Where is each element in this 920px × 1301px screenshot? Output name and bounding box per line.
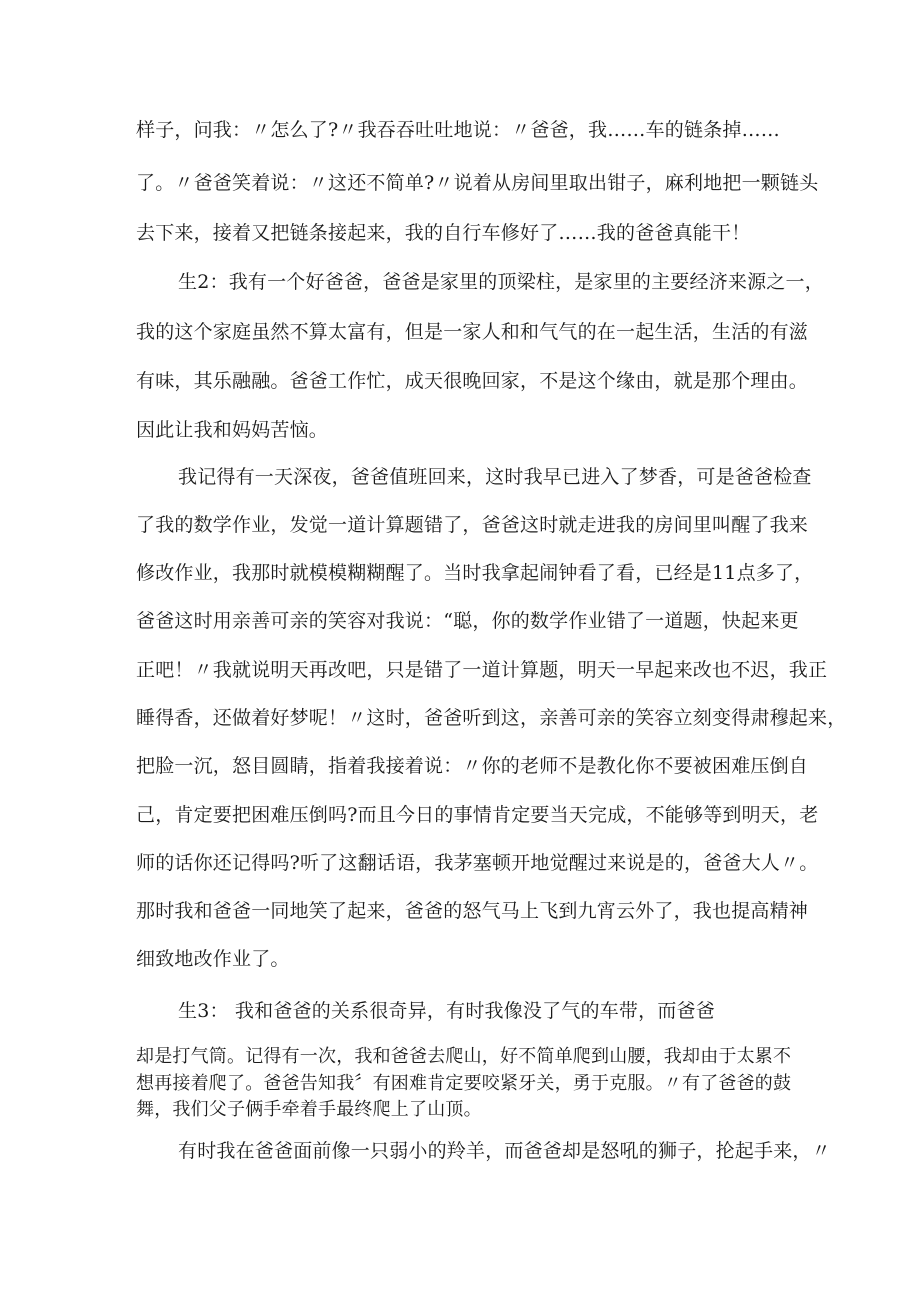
text-line: 了我的数学作业，发觉一道计算题错了，爸爸这时就走进我的房间里叫醒了我来 — [136, 514, 809, 536]
paragraph-start-line: 生3： 我和爸爸的关系很奇异，有时我像没了气的车带，而爸爸 — [178, 1000, 715, 1022]
paragraph-start-line: 我记得有一天深夜，爸爸值班回来，这时我早已进入了梦香，可是爸爸检查 — [178, 466, 812, 488]
text-line: 睡得香，还做着好梦呢！〃这时，爸爸听到这，亲善可亲的笑容立刻变得肃穆起来， — [136, 707, 847, 729]
text-line: 了。〃爸爸笑着说：〃这还不简单?〃说着从房间里取出钳子，麻利地把一颗链头 — [136, 172, 819, 194]
text-line: 想再接着爬了。爸爸告知我〞有困难肯定要咬紧牙关，勇于克服。〃有了爸爸的鼓 — [136, 1073, 792, 1094]
text-line: 己，肯定要把困难压倒吗?而且今日的事情肯定要当天完成，不能够等到明天，老 — [136, 804, 819, 826]
text-line: 师的话你还记得吗?听了这翻话语，我茅塞顿开地觉醒过来说是的，爸爸大人〃。 — [136, 852, 819, 874]
text-line: 舞，我们父子俩手牵着手最终爬上了山顶。 — [136, 1099, 482, 1120]
text-line: 却是打气筒。记得有一次，我和爸爸去爬山，好不简单爬到山腰，我却由于太累不 — [136, 1046, 792, 1067]
text-line: 因此让我和妈妈苦恼。 — [136, 419, 329, 441]
text-line: 修改作业，我那时就模模糊糊醒了。当时我拿起闹钟看了看，已经是11点多了， — [136, 562, 814, 584]
text-line: 我的这个家庭虽然不算太富有，但是一家人和和气气的在一起生活，生活的有滋 — [136, 321, 809, 343]
paragraph-start-line: 有时我在爸爸面前像一只弱小的羚羊，而爸爸却是怒吼的狮子，抡起手来，〃 — [178, 1140, 831, 1162]
text-line: 去下来，接着又把链条接起来，我的自行车修好了……我的爸爸真能干！ — [136, 222, 751, 244]
text-line: 那时我和爸爸一同地笑了起来，爸爸的怒气马上飞到九宵云外了，我也提高精神 — [136, 900, 809, 922]
text-line: 有味，其乐融融。爸爸工作忙，成天很晚回家，不是这个缘由，就是那个理由。 — [136, 370, 809, 392]
paragraph-start-line: 生2：我有一个好爸爸，爸爸是家里的顶梁柱，是家里的主要经济来源之一， — [178, 271, 824, 293]
text-line: 把脸一沉，怒目圆睛，指着我接着说：〃你的老师不是教化你不要被困难压倒自 — [136, 755, 809, 777]
text-line: 正吧！〃我就说明天再改吧，只是错了一道计算题，明天一早起来改也不迟，我正 — [136, 659, 828, 681]
text-line: 样子，问我：〃怎么了?〃我吞吞吐吐地说：〃爸爸，我……车的链条掉…… — [136, 119, 780, 141]
text-line: 爸爸这时用亲善可亲的笑容对我说：“聪，你的数学作业错了一道题，快起来更 — [136, 610, 799, 632]
text-line: 细致地改作业了。 — [136, 948, 290, 970]
